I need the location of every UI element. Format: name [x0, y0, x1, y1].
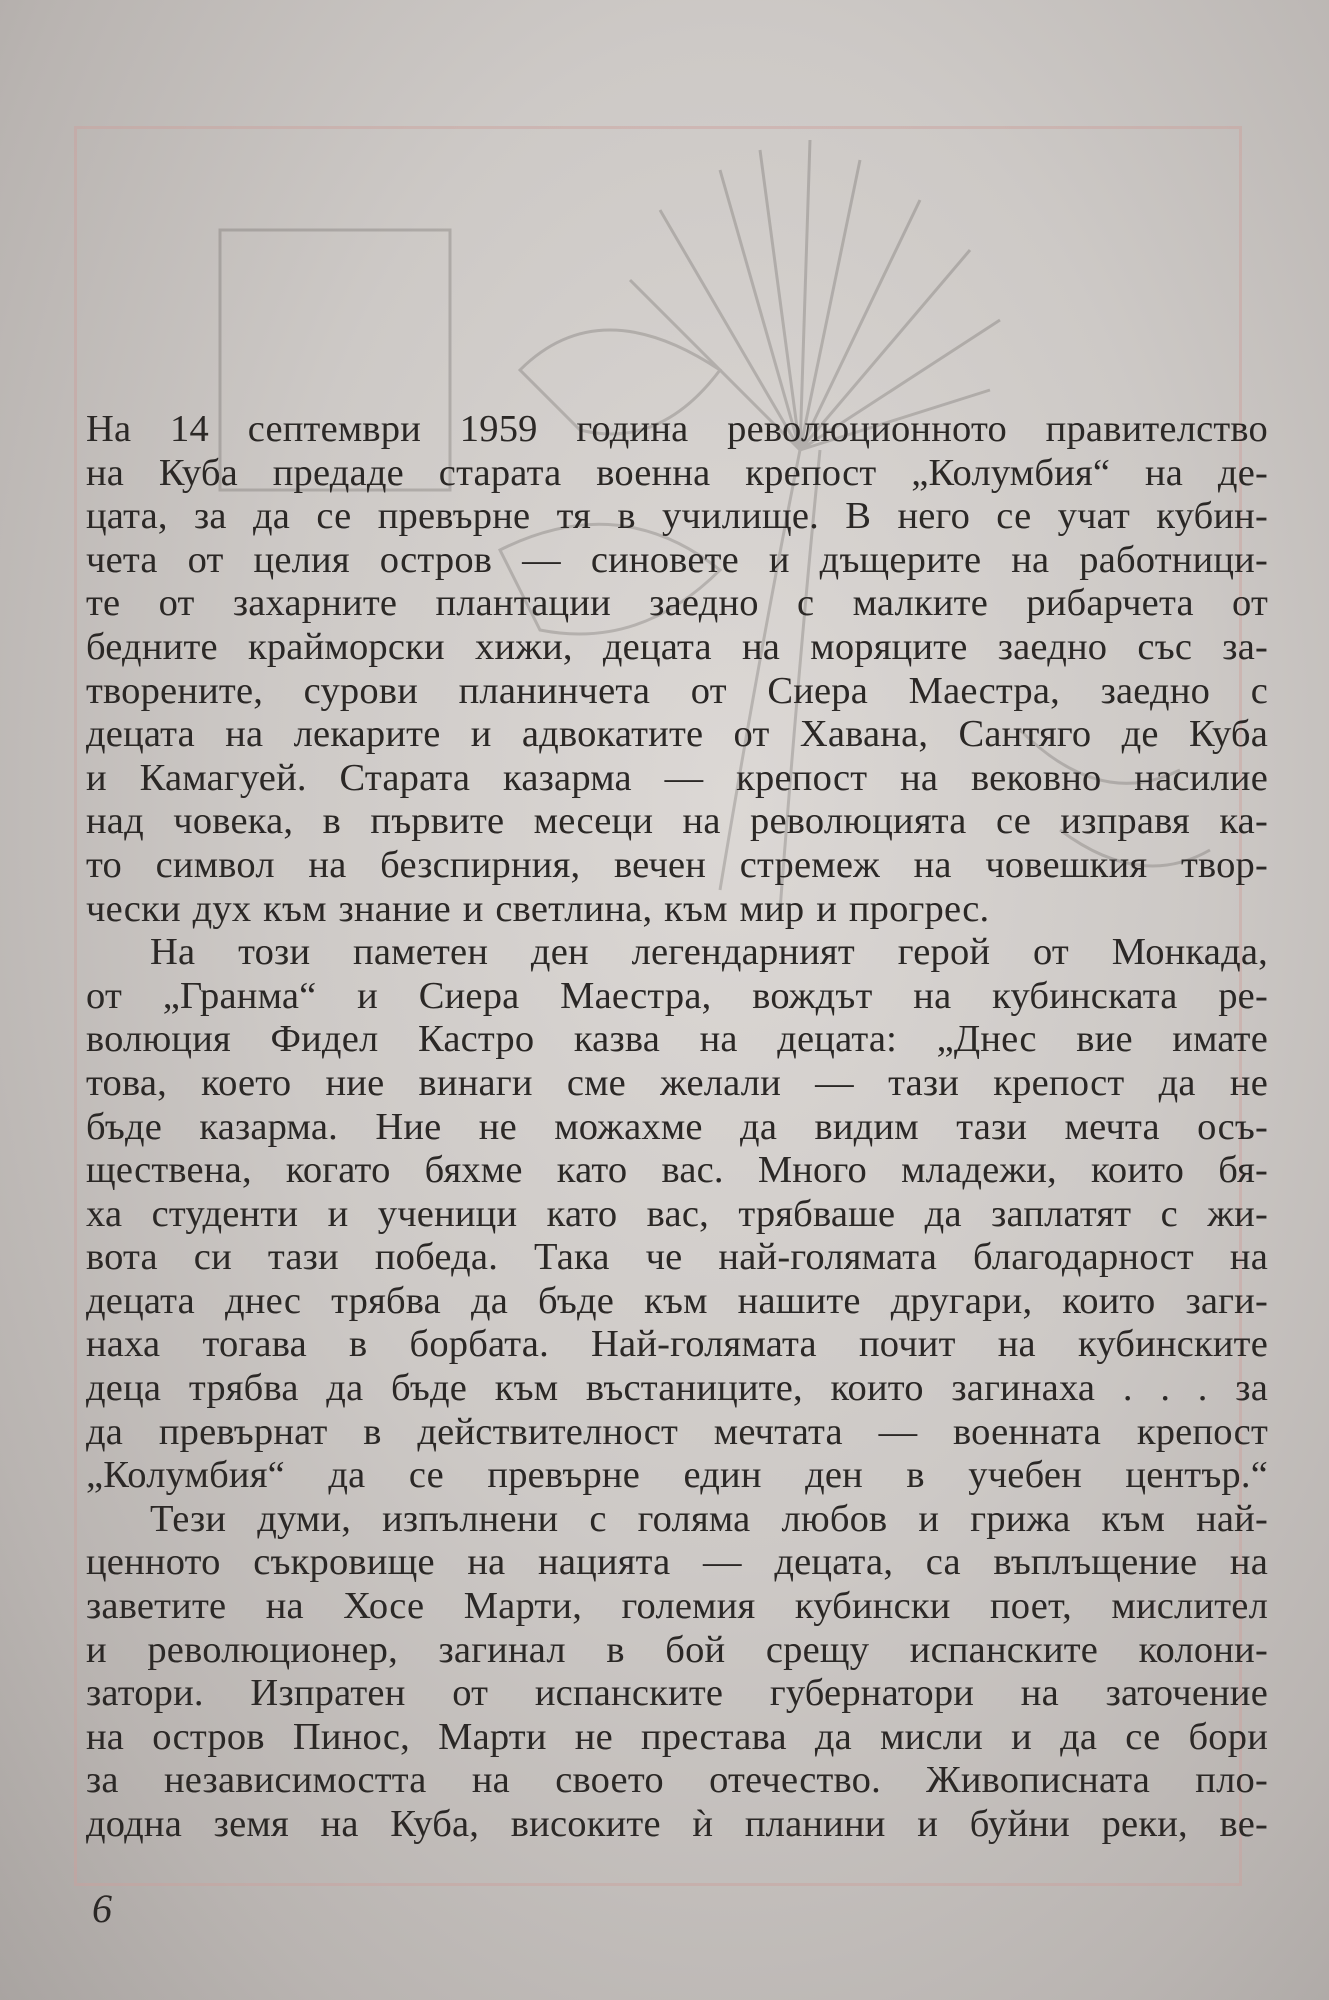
text-line: децата днес трябва да бъде към нашите другари, които заги- — [86, 1279, 1268, 1322]
text-line: На този паметен ден легендарният герой от Монкада, — [150, 931, 1268, 974]
text-line: заветите на Хосе Марти, големия кубински поет, мислител — [86, 1585, 1268, 1628]
text-line: „Колумбия“ да се превърне един ден в учебен център.“ — [86, 1454, 1268, 1497]
text-line: деца трябва да бъде към въстаниците, които загинаха . . . за — [86, 1367, 1268, 1410]
text-line: чета от целия остров — синовете и дъщерите на работници- — [86, 538, 1268, 581]
text-line: това, което ние винаги сме желали — тази крепост да не — [86, 1061, 1268, 1104]
body-text — [86, 408, 1268, 1847]
text-line: ценното съкровище на нацията — децата, са въплъщение на — [86, 1541, 1268, 1584]
paragraph-1 — [86, 408, 1268, 931]
text-line: Тези думи, изпълнени с голяма любов и грижа към най- — [150, 1497, 1268, 1540]
text-line: то символ на безспирния, вечен стремеж на човешкия твор- — [86, 843, 1268, 886]
text-line: над човека, в първите месеци на революцията се изправя ка- — [86, 800, 1268, 843]
text-line: ха студенти и ученици като вас, трябваше да заплатят с жи- — [86, 1192, 1268, 1235]
text-line: цата, за да се превърне тя в училище. В него се учат кубин- — [86, 495, 1268, 538]
text-line: и революционер, загинал в бой срещу испанските колони- — [86, 1628, 1268, 1671]
text-line: на остров Пинос, Марти не престава да мисли и да се бори — [86, 1715, 1268, 1758]
text-line: вота си тази победа. Така че най-голямата благодарност на — [86, 1236, 1268, 1279]
text-line: и Камагуей. Старата казарма — крепост на вековно насилие — [86, 756, 1268, 799]
paragraph-2 — [86, 931, 1268, 1498]
text-line: ществена, когато бяхме като вас. Много младежи, които бя- — [86, 1149, 1268, 1192]
text-line: за независимостта на своето отечество. Живописната пло- — [86, 1759, 1268, 1802]
text-line: бъде казарма. Ние не можахме да видим тази мечта осъ- — [86, 1105, 1268, 1148]
text-line: бедните крайморски хижи, децата на моряците заедно със за- — [86, 625, 1268, 668]
text-line: наха тогава в борбата. Най-голямата почит на кубинските — [86, 1323, 1268, 1366]
text-line: те от захарните плантации заедно с малките рибарчета от — [86, 582, 1268, 625]
text-line: да превърнат в действителност мечтата — военната крепост — [86, 1410, 1268, 1453]
text-line: творените, сурови планинчета от Сиера Маестра, заедно с — [86, 669, 1268, 712]
text-line: на Куба предаде старата военна крепост „Колумбия“ на де- — [86, 451, 1268, 494]
text-line: затори. Изпратен от испанските губернатори на заточение — [86, 1672, 1268, 1715]
page-number: 6 — [92, 1886, 112, 1931]
paragraph-3 — [86, 1498, 1268, 1847]
text-line: чески дух към знание и светлина, към мир и прогрес. — [86, 887, 990, 930]
text-line: На 14 септември 1959 година революционното правителство — [86, 408, 1268, 450]
text-line: додна земя на Куба, високите ѝ планини и буйни реки, ве- — [86, 1803, 1268, 1845]
text-line: волюция Фидел Кастро казва на децата: „Днес вие имате — [86, 1018, 1268, 1061]
text-line: децата на лекарите и адвокатите от Хавана, Сантяго де Куба — [86, 713, 1268, 756]
text-line: от „Гранма“ и Сиера Маестра, вождът на кубинската ре- — [86, 974, 1268, 1017]
